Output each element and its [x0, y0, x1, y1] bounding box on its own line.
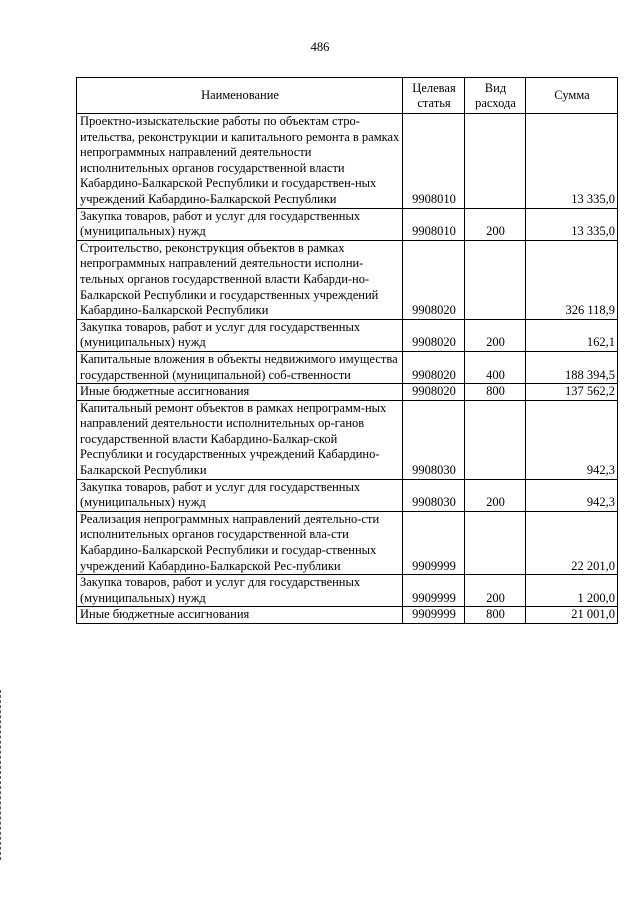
row-target-article: 9908020 — [403, 319, 465, 351]
row-name: Реализация непрограммных направлений деятельно-сти исполнительных органов государственной вла-сти Кабардино-Балкарской Республики и государ-ственных учреждений Кабардино-Балкарской Рес-публики — [77, 511, 403, 574]
table-row — [77, 607, 618, 624]
row-target-article: 9908030 — [403, 400, 465, 479]
row-expense-type — [465, 114, 526, 209]
scan-edge-marks — [0, 690, 4, 860]
row-target-article: 9908010 — [403, 114, 465, 209]
row-name: Капитальные вложения в объекты недвижимого имущества государственной (муниципальной) соб-ственности — [77, 351, 403, 383]
row-target-article: 9908020 — [403, 240, 465, 319]
row-sum: 13 335,0 — [526, 208, 618, 240]
row-target-article: 9909999 — [403, 575, 465, 607]
header-sum: Сумма — [526, 78, 618, 114]
row-expense-type: 200 — [465, 575, 526, 607]
table-row — [77, 575, 618, 607]
row-sum: 188 394,5 — [526, 351, 618, 383]
row-sum: 1 200,0 — [526, 575, 618, 607]
row-target-article: 9908010 — [403, 208, 465, 240]
row-expense-type — [465, 511, 526, 574]
row-target-article: 9908020 — [403, 384, 465, 401]
header-expense-type-line1: Вид — [484, 80, 507, 95]
row-name: Закупка товаров, работ и услуг для государственных (муниципальных) нужд — [77, 208, 403, 240]
row-target-article: 9909999 — [403, 607, 465, 624]
table-row — [77, 400, 618, 479]
row-sum: 942,3 — [526, 400, 618, 479]
row-name: Закупка товаров, работ и услуг для государственных (муниципальных) нужд — [77, 479, 403, 511]
row-sum: 13 335,0 — [526, 114, 618, 209]
header-target-article — [403, 78, 465, 114]
header-expense-type-line2: расхода — [475, 95, 516, 110]
header-target-article-line1: Целевая — [412, 80, 456, 95]
table-header-row — [77, 78, 618, 114]
table-row — [77, 511, 618, 574]
row-sum: 22 201,0 — [526, 511, 618, 574]
row-sum: 162,1 — [526, 319, 618, 351]
table-row — [77, 114, 618, 209]
header-expense-type — [465, 78, 526, 114]
table-row — [77, 479, 618, 511]
row-name: Иные бюджетные ассигнования — [77, 384, 403, 401]
row-expense-type: 800 — [465, 384, 526, 401]
table-row — [77, 351, 618, 383]
row-expense-type: 200 — [465, 479, 526, 511]
row-target-article: 9908030 — [403, 479, 465, 511]
table-row — [77, 208, 618, 240]
row-target-article: 9909999 — [403, 511, 465, 574]
row-sum: 942,3 — [526, 479, 618, 511]
page-number: 486 — [310, 40, 330, 54]
row-expense-type — [465, 240, 526, 319]
row-name: Закупка товаров, работ и услуг для государственных (муниципальных) нужд — [77, 575, 403, 607]
row-sum: 21 001,0 — [526, 607, 618, 624]
row-name: Иные бюджетные ассигнования — [77, 607, 403, 624]
table-row — [77, 319, 618, 351]
row-expense-type: 400 — [465, 351, 526, 383]
table-row — [77, 384, 618, 401]
row-expense-type: 200 — [465, 319, 526, 351]
row-target-article: 9908020 — [403, 351, 465, 383]
row-name: Строительство, реконструкция объектов в рамках непрограммных направлений деятельности исполни-тельных органов государственной власти Кабарди-но-Балкарской Республики и государственных учреждений Кабардино-Балкарской Республики — [77, 240, 403, 319]
row-name: Проектно-изыскательские работы по объектам стро-ительства, реконструкции и капитального ремонта в рамках непрограммных направлений деятельности исполнительных органов государственной власти Кабардино-Балкарской Республики и государствен-ных учреждений Кабардино-Балкарской Республики — [77, 114, 403, 209]
table-row — [77, 240, 618, 319]
header-target-article-line2: статья — [417, 95, 451, 110]
row-expense-type — [465, 400, 526, 479]
row-expense-type: 200 — [465, 208, 526, 240]
row-name: Капитальный ремонт объектов в рамках непрограмм-ных направлений деятельности исполнительных ор-ганов государственной власти Кабардино-Балкар-ской Республики и государственных учреждений Кабардино-Балкарской Республики — [77, 400, 403, 479]
row-sum: 137 562,2 — [526, 384, 618, 401]
row-expense-type: 800 — [465, 607, 526, 624]
header-name: Наименование — [77, 78, 403, 114]
row-sum: 326 118,9 — [526, 240, 618, 319]
row-name: Закупка товаров, работ и услуг для государственных (муниципальных) нужд — [77, 319, 403, 351]
budget-table — [76, 77, 618, 624]
